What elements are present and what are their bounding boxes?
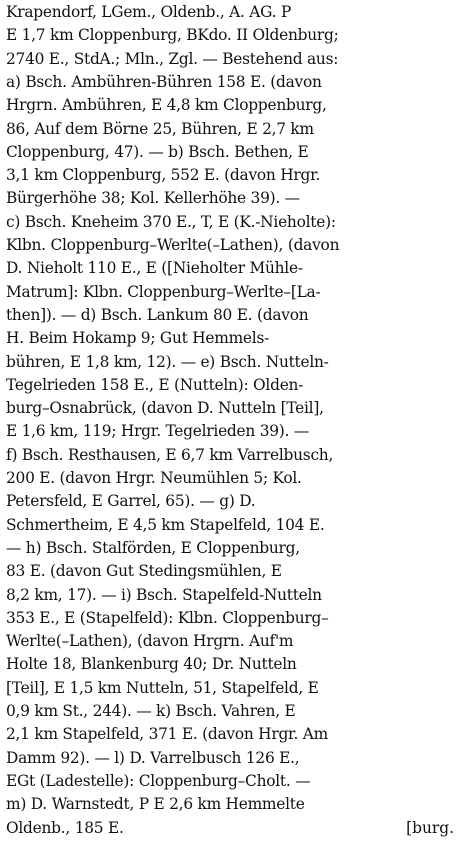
entry-line: E 1,7 km Cloppenburg, BKdo. II Oldenburg; <box>6 26 339 45</box>
entry-line: H. Beim Hokamp 9; Gut Hemmels- <box>6 329 270 348</box>
entry-line: E 1,6 km, 119; Hrgr. Tegelrieden 39). — <box>6 422 309 441</box>
entry-line: Holte 18, Blankenburg 40; Dr. Nutteln <box>6 655 297 674</box>
entry-line: Tegelrieden 158 E., E (Nutteln): Olden- <box>6 375 304 394</box>
entry-line: Matrum]: Klbn. Cloppenburg–Werlte–[La- <box>6 282 321 301</box>
entry-line: 200 E. (davon Hrgr. Neumühlen 5; Kol. <box>6 469 302 487</box>
entry-line: Krapendorf, LGem., Oldenb., A. AG. P <box>6 3 292 21</box>
entry-line: 86, Auf dem Börne 25, Bühren, E 2,7 km <box>6 119 314 138</box>
entry-line: Hrgrn. Ambühren, E 4,8 km Cloppenburg, <box>6 96 327 115</box>
entry-line: Schmertheim, E 4,5 km Stapelfeld, 104 E. <box>6 515 325 534</box>
entry-line: Cloppenburg, 47). — b) Bsch. Bethen, E <box>6 142 309 161</box>
entry-line: c) Bsch. Kneheim 370 E., T, E (K.-Nieholte): <box>6 212 336 231</box>
entry-line: [Teil], E 1,5 km Nutteln, 51, Stapelfeld, E <box>6 678 319 697</box>
entry-line: bühren, E 1,8 km, 12). — e) Bsch. Nutteln- <box>6 352 329 371</box>
entry-line: EGt (Ladestelle): Cloppenburg–Cholt. — <box>6 771 311 790</box>
entry-line: 83 E. (davon Gut Stedingsmühlen, E <box>6 562 282 581</box>
dictionary-page <box>6 0 456 840</box>
entry-line: Klbn. Cloppenburg–Werlte(–Lathen), (davon <box>6 236 340 254</box>
entry-line: 3,1 km Cloppenburg, 552 E. (davon Hrgr. <box>6 166 321 185</box>
entry-line: D. Nieholt 110 E., E ([Nieholter Mühle- <box>6 259 303 278</box>
entry-line: 8,2 km, 17). — i) Bsch. Stapelfeld-Nutteln <box>6 585 322 604</box>
entry-line: 353 E., E (Stapelfeld): Klbn. Cloppenburg– <box>6 608 329 627</box>
entry-line: 2740 E., StdA.; Mln., Zgl. — Bestehend aus: <box>6 49 339 68</box>
entry-line: m) D. Warnstedt, P E 2,6 km Hemmelte <box>6 795 305 814</box>
entry-line: f) Bsch. Resthausen, E 6,7 km Varrelbusch, <box>6 445 334 464</box>
entry-line: Petersfeld, E Garrel, 65). — g) D. <box>6 492 256 511</box>
entry-line: Werlte(–Lathen), (davon Hrgrn. Auf'm <box>6 632 294 651</box>
entry-line: Oldenb., 185 E. <box>6 818 124 837</box>
entry-line: a) Bsch. Ambühren-Bühren 158 E. (davon <box>6 72 322 91</box>
entry-line: 2,1 km Stapelfeld, 371 E. (davon Hrgr. Am <box>6 725 328 744</box>
entry-line: Bürgerhöhe 38; Kol. Kellerhöhe 39). — <box>6 189 300 208</box>
entry-line: — h) Bsch. Stalförden, E Cloppenburg, <box>6 538 300 557</box>
entry-line: then]). — d) Bsch. Lankum 80 E. (davon <box>6 305 309 324</box>
entry-line: Damm 92). — l) D. Varrelbusch 126 E., <box>6 748 300 767</box>
entry-line: burg–Osnabrück, (davon D. Nutteln [Teil], <box>6 399 324 418</box>
carryover-fragment: [burg. <box>406 818 454 837</box>
entry-line: 0,9 km St., 244). — k) Bsch. Vahren, E <box>6 702 296 720</box>
